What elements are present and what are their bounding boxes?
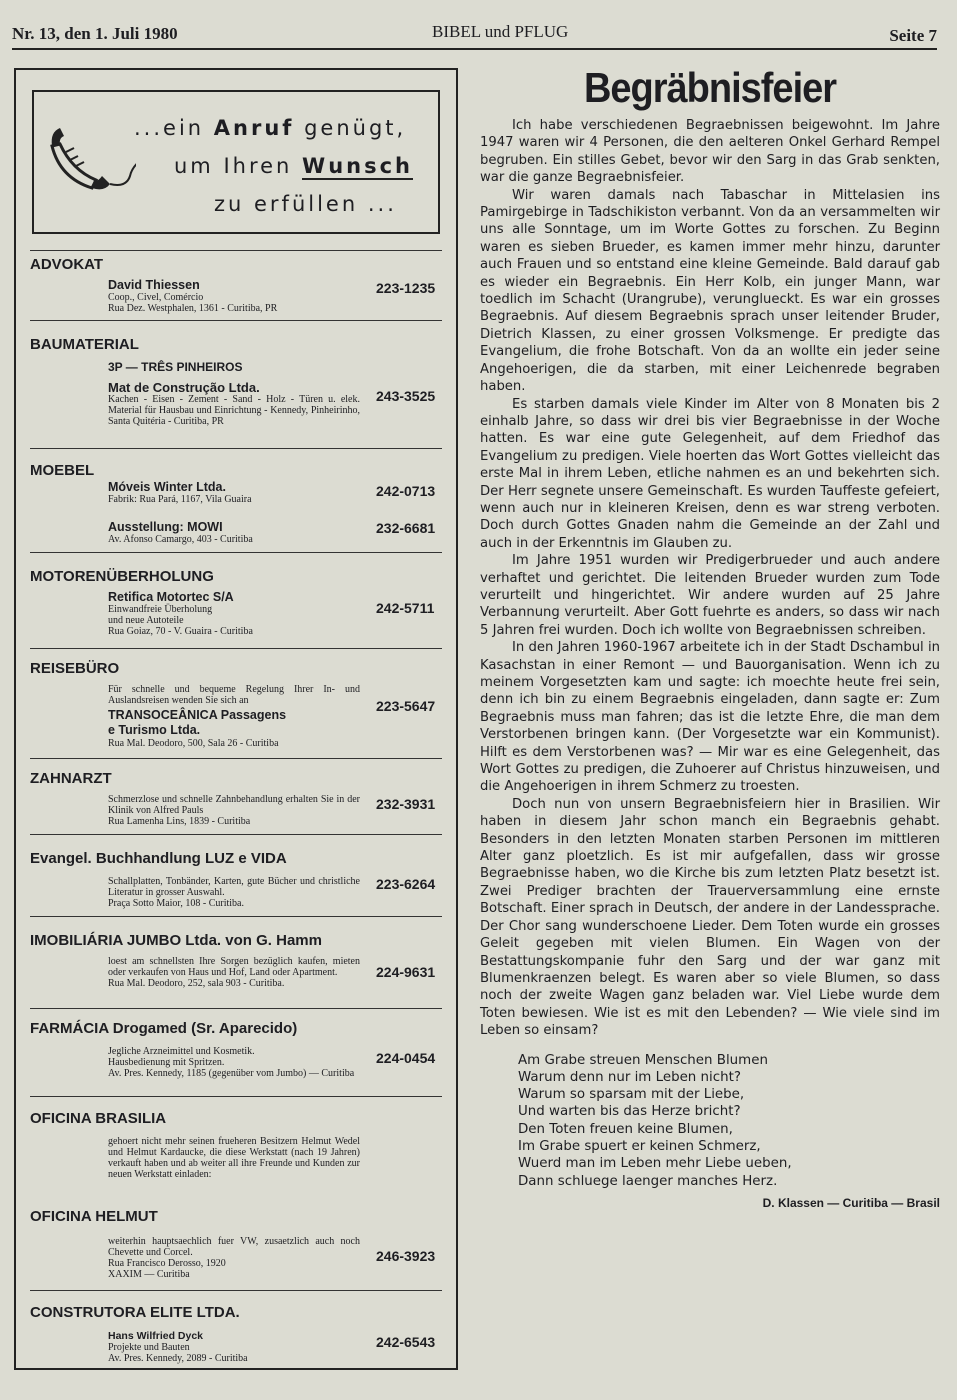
poem-line: Wuerd man im Leben mehr Liebe ueben,	[518, 1156, 792, 1172]
entry-description: loest am schnellsten Ihre Sorgen bezüglich kaufen, mieten oder verkaufen von Haus und Hof, Land oder Apartment. Rua Mal. Deodoro, 252, sala 903 - Curitiba.	[108, 956, 360, 989]
poem-line: Den Toten freuen keine Blumen,	[518, 1121, 733, 1137]
entry-description: Jegliche Arzneimittel und Kosmetik. Hausbedienung mit Spritzen. Av. Pres. Kennedy, 1185 (gegenüber vom Jumbo) — Curitiba	[108, 1046, 355, 1079]
divider	[30, 250, 442, 251]
issue-info: Nr. 13, den 1. Juli 1980	[12, 24, 178, 43]
category-reisebuero: REISEBÜRO	[30, 660, 120, 677]
entry-description: Av. Afonso Camargo, 403 - Curitiba	[108, 534, 253, 545]
newspaper-name: BIBEL und PFLUG	[432, 22, 569, 41]
entry-name: David Thiessen	[108, 278, 200, 292]
entry-description: Für schnelle und bequeme Regelung Ihrer In- und Auslandsreisen wenden Sie sich an	[108, 684, 360, 706]
entry-phone: 224-9631	[376, 964, 436, 980]
entry-phone: 232-3931	[376, 796, 436, 812]
category-oficina-helmut: OFICINA HELMUT	[30, 1208, 158, 1225]
article	[480, 65, 940, 1210]
entry-phone: 242-0713	[376, 483, 436, 499]
entry-description: Einwandfreie Überholung und neue Autoteile Rua Goiaz, 70 - V. Guaira - Curitiba	[108, 604, 253, 637]
divider	[30, 552, 442, 553]
divider	[30, 1096, 442, 1097]
entry-description: Schallplatten, Tonbänder, Karten, gute Bücher und christliche Literatur in grosser Auswahl. Praça Sotto Maior, 108 - Curitiba.	[108, 876, 360, 909]
banner-line-3: zu erfüllen ...	[214, 192, 397, 216]
entry-address: Rua Mal. Deodoro, 500, Sala 26 - Curitiba	[108, 738, 279, 749]
paragraph: Im Jahre 1951 wurden wir Predigerbrueder und auch andere verhaftet und gerichtet. Die leitenden Brueder wurden zum Tode verurteilt und hingerichtet. Wir andere wurden auf 25 Jahre Verbannung verurteilt. Aber Gott fuehrte es anders, so dass wir nach 5 Jahren frei wurden. Doch ich wollte von Begraebnissen schreiben.	[480, 553, 940, 638]
divider	[30, 1008, 442, 1009]
banner-line-2: um Ihren Wunsch	[174, 154, 413, 178]
category-zahnarzt: ZAHNARZT	[30, 770, 112, 787]
entry-phone: 242-5711	[376, 600, 435, 616]
entry-description: weiterhin hauptsaechlich fuer VW, zusaetzlich auch noch Chevette und Corcel. Rua Francisco Derosso, 1920 XAXIM — Curitiba	[108, 1236, 360, 1280]
entry-description: Projekte und Bauten Av. Pres. Kennedy, 2089 - Curitiba	[108, 1342, 248, 1364]
category-moebel: MOEBEL	[30, 462, 95, 479]
article-body	[480, 117, 940, 1040]
entry-phone: 223-1235	[376, 280, 436, 296]
banner-line-1: ...ein Anruf genügt,	[134, 116, 407, 140]
entry-description: gehoert nicht mehr seinen frueheren Besitzern Helmut Wedel und Helmut Kardaucke, die diese Werkstatt (nach 19 Jahren) verkauft haben und ab weiter all ihre Freunde und Kunden zur neuen Werkstatt einladen:	[108, 1136, 360, 1180]
category-oficina-brasilia: OFICINA BRASILIA	[30, 1110, 167, 1127]
entry-name: Hans Wilfried Dyck	[108, 1330, 204, 1342]
business-directory	[14, 68, 458, 1370]
category-advokat: ADVOKAT	[30, 256, 104, 273]
category-farmacia: FARMÁCIA Drogamed (Sr. Aparecido)	[30, 1020, 298, 1037]
poem-line: Im Grabe spuert er keinen Schmerz,	[518, 1139, 761, 1155]
paragraph: In den Jahren 1960-1967 arbeitete ich in der Stadt Dschambul in Kasachstan in einer Remont — und Bauorganisation. Wenn ich zu meinem Vorgesetzten kam und sagte: ich moechte heute frei sein, denn ich bin zu einem Begraebnis eingeladen, dann sagte er: Zum Begraebnis muss man fahren; das ist die letzte Ehre, die man dem Verstorbenen bringen kann. (Der Vorgesetzte war ein Kommunist). Hilft es dem Verstorbenen was? — Mir war es eine Gelegenheit, das Wort Gottes zu predigen, die Zuhoerer auf Christus hinzuweisen, und die Angehoerigen in ihrem Schmerz zu troesten.	[480, 640, 940, 795]
page-number: Seite 7	[889, 26, 937, 45]
poem-line: Warum denn nur im Leben nicht?	[518, 1069, 741, 1085]
entry-phone: 223-6264	[376, 876, 436, 892]
divider	[30, 1290, 442, 1291]
category-buchhandlung: Evangel. Buchhandlung LUZ e VIDA	[30, 850, 287, 867]
divider	[30, 320, 442, 321]
entry-phone: 246-3923	[376, 1248, 436, 1264]
poem-line: Am Grabe streuen Menschen Blumen	[518, 1052, 768, 1068]
entry-name: Mat de Construção Ltda.	[108, 380, 260, 395]
paragraph: Doch nun von unsern Begraebnisfeiern hier in Brasilien. Wir haben in diesem Jahr schon manch ein Begraebnis gehabt. Besonders in den letzten Monaten starben Personen im mittleren Alter ganz ploetzlich. Es ist mir aufgefallen, dass wir grosse Begraebnisse haben, wo die Kirche bis zum letzten Platz besetzt ist. Zwei Prediger brachten der Trauerversammlung eine ernste Botschaft. Einer sprach in Deutsch, der andere in der Landessprache. Der Chor sang wunderschoene Lieder. Dem Toten wurde ein grosses Geleit gegeben mit vielen Blumen. Ein Wagen von der Bestattungskompanie fuhr den Sarg und der war ganz mit Blumenkraenzen belegt. Es waren aber so viele Blumen, so dass noch der zweite Wagen ganz beladen war. Viel Liebe wurde dem Toten bewiesen. Wie ist es mit den Lebenden? — Wie viele sind im Leben so einsam?	[480, 796, 940, 1039]
page-header	[12, 22, 937, 50]
category-imobiliaria: IMOBILIÁRIA JUMBO Ltda. von G. Hamm	[30, 932, 322, 949]
entry-description: Schmerzlose und schnelle Zahnbehandlung erhalten Sie in der Klinik von Alfred Pauls Rua Lamenha Lins, 1839 - Curitiba	[108, 794, 360, 827]
poem-line: Dann schluege laenger manches Herz.	[518, 1173, 778, 1189]
paragraph: Ich habe verschiedenen Begraebnissen beigewohnt. Im Jahre 1947 waren wir 4 Personen, die den aelteren Onkel Gerhard Rempel begruben. Ein stilles Gebet, bevor wir den Sarg in das Grab senkten, war die ganze Begraebnisfeier.	[480, 118, 940, 186]
entry-phone: 242-6543	[376, 1334, 436, 1350]
divider	[30, 916, 442, 917]
entry-description: Kachen - Eisen - Zement - Sand - Holz - Türen u. elek. Material für Hausbau und Einrichtung - Kennedy, Pinheirinho, Santa Quitéria - Curitiba, PR	[108, 394, 360, 427]
category-baumaterial: BAUMATERIAL	[30, 336, 139, 353]
entry-phone: 243-3525	[376, 388, 436, 404]
entry-phone: 224-0454	[376, 1050, 436, 1066]
divider	[30, 448, 442, 449]
author-signature: D. Klassen — Curitiba — Brasil	[762, 1195, 940, 1210]
category-motorenueberholung: MOTORENÜBERHOLUNG	[30, 568, 214, 585]
entry-description: Coop., Civel, Comércio Rua Dez. Westphalen, 1361 - Curitiba, PR	[108, 292, 278, 314]
phone-banner	[32, 90, 440, 234]
category-construtora: CONSTRUTORA ELITE LTDA.	[30, 1304, 240, 1321]
entry-name: TRANSOCEÂNICA Passagens e Turismo Ltda.	[108, 708, 287, 737]
paragraph: Wir waren damals nach Tabaschar in Mittelasien ins Pamirgebirge in Tadschikiston verbannt. Von da an versammelten wir uns alle Sonntage, um im Worte Gottes zu forschen. Zu Beginn waren es sieben Brueder, es kamen immer mehr hinzu, darunter auch Frauen und so entstand eine kleine Gemeinde. Bald darauf gab es wieder ein Begraebnis. Ein Herr Kolb, ein junger Mann, war toedlich im Schacht (Urangrube), verunglueckt. Es war ein grosses Begraebnis. Auf diesem Begraebnis sprach unser leitender Bruder, Dietrich Klassen, zu einer grossen Volksmenge. Er predigte das Evangelium, die frohe Botschaft. Von da an wollte ein jeder seine Angehoerigen, die da starben, mit einer Leichenrede begraben haben.	[480, 187, 940, 395]
entry-name: 3P — TRÊS PINHEIROS	[108, 360, 243, 374]
poem-line: Und warten bis das Herze bricht?	[518, 1104, 741, 1120]
entry-name: Retifica Motortec S/A	[108, 590, 234, 604]
divider	[30, 758, 442, 759]
entry-description: Fabrik: Rua Pará, 1167, Vila Guaira	[108, 494, 252, 505]
poem	[518, 1052, 940, 1190]
entry-phone: 232-6681	[376, 520, 436, 536]
divider	[30, 648, 442, 649]
divider	[30, 834, 442, 835]
entry-phone: 223-5647	[376, 698, 436, 714]
poem-line: Warum so sparsam mit der Liebe,	[518, 1087, 745, 1103]
entry-name: Ausstellung: MOWI	[108, 520, 223, 534]
entry-name: Móveis Winter Ltda.	[108, 480, 226, 494]
telephone-icon	[46, 118, 136, 198]
paragraph: Es starben damals viele Kinder im Alter von 8 Monaten bis 2 einhalb Jahre, so dass wir drei bis vier Begraebnisse in der Woche hatten. Es war eine gute Gelegenheit, auf dem Friedhof das Evangelium zu predigen. Viele hoerten das Wort Gottes vielleicht das erste Mal in ihrem Leben, etliche nahmen es an und bekehrten sich. Der Herr segnete unsere Gemeinschaft. Es wurden Tauffeste gefeiert, wenn auch nur in kleineren Kreisen, denn es war streng verboten. Doch durch Gottes Gnaden nahm die Gemeinde an der Zahl und auch in der Erkenntnis im Glauben zu.	[480, 396, 940, 551]
article-title: Begräbnisfeier	[583, 65, 837, 113]
